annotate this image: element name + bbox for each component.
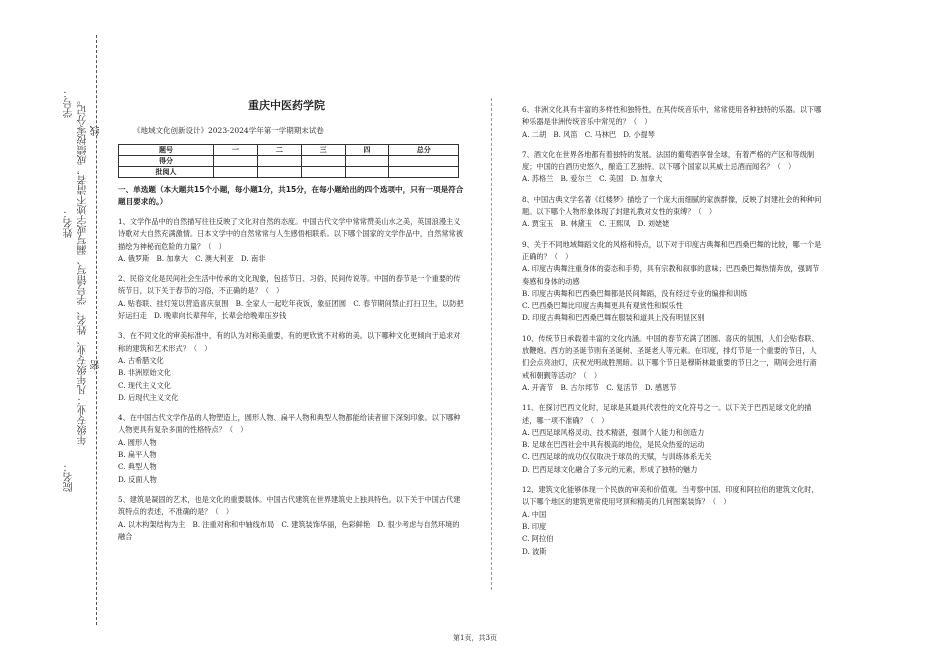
answer-option: A. 巴西足球风格灵动、技术精湛，强调个人能力和创造力 xyxy=(522,427,705,437)
score-table-row xyxy=(119,156,459,167)
answer-option: C. 现代主义文化 xyxy=(118,380,171,390)
question-item xyxy=(522,194,822,231)
answer-option: A. 开斋节 B. 古尔邦节 C. 复活节 D. 感恩节 xyxy=(522,382,677,392)
question-stem: 9、关于不同地域舞蹈文化的风格和特点，以下对于印度古典舞和巴西桑巴舞的比较，哪一个是正确的？（ ） xyxy=(522,239,822,261)
left-column xyxy=(118,184,466,543)
question-stem: 12、建筑文化能够体现一个民族的审美和价值观。当考察中国、印度和阿拉伯的建筑文化时，以下哪个地区的建筑更常使用穹顶和精美的几何图案装饰？（ ） xyxy=(522,485,819,507)
question-stem: 4、在中国古代文学作品的人物塑造上，圆形人物、扁平人物和典型人物都能给读者留下深刻印象。以下哪种人物更具有复杂多面的性格特点？（ ） xyxy=(118,413,461,435)
answer-option: D. 反面人物 xyxy=(118,474,157,484)
right-question-list xyxy=(522,104,822,558)
score-cell: 二 xyxy=(257,145,301,156)
binding-warning: 年级专业：凡年级专业、姓名、学号错写、漏写或字迹不清者，成绩按零分记。 xyxy=(78,95,89,445)
answer-option: C. 巴西足球的成功仅仅取决于球员的天赋，与训练体系无关 xyxy=(522,452,712,462)
score-cell xyxy=(389,167,459,178)
exam-subtitle: 《地域文化创新设计》2023-2024学年第一学期期末试卷 xyxy=(133,126,324,135)
score-cell: 得分 xyxy=(119,156,214,167)
answer-option: A. 以木构架结构为主 B. 注重对称和中轴线布局 C. 建筑装饰华丽，色彩鲜艳 D. 很少考虑与自然环境的融合 xyxy=(118,519,460,541)
score-cell xyxy=(257,167,301,178)
score-cell xyxy=(345,167,389,178)
answer-option: B. 非洲原始文化 xyxy=(118,368,171,378)
score-cell xyxy=(345,156,389,167)
answer-option: D. 巴西足球文化融合了多元的元素，形成了独特的魅力 xyxy=(522,464,698,474)
question-item xyxy=(118,494,466,543)
answer-option: A. 圆形人物 xyxy=(118,437,157,447)
answer-option: A. 印度古典舞注重身体的姿态和手势，具有宗教和叙事的意味；巴西桑巴舞热情奔放，强调节奏感和身体的动感 xyxy=(522,264,820,286)
question-item xyxy=(522,239,822,325)
question-stem: 6、非洲文化具有丰富的多样性和独特性，在其传统音乐中，常常使用各种独特的乐器。以下哪种乐器是非洲传统音乐中常见的？（ ） xyxy=(522,105,822,127)
answer-option: A. 俄罗斯 B. 加拿大 C. 澳大利亚 D. 南非 xyxy=(118,253,266,263)
section-title: 一、单选题（本大题共15个小题，每小题1分，共15分，在每小题给出的四个选项中，只有一项是符合题目要求的。） xyxy=(118,185,464,206)
score-cell: 题号 xyxy=(119,145,214,156)
seal-dashed-line xyxy=(96,35,97,625)
answer-option: D. 波斯 xyxy=(522,546,547,556)
question-stem: 8、中国古典文学名著《红楼梦》描绘了一个庞大而细腻的家族群像，反映了封建社会的种种问题。以下哪个人物形象体现了封建礼教对女性的束缚？（ ） xyxy=(522,194,822,217)
score-cell: 一 xyxy=(214,145,258,156)
question-item xyxy=(522,149,822,186)
score-cell xyxy=(214,156,258,167)
answer-option: A. 贴春联、挂灯笼以营造喜庆氛围 B. 全家人一起吃年夜饭，象征团圆 C. 春节期间禁止打扫卫生，以防把好运扫走 D. 晚辈向长辈拜年，长辈会给晚辈压岁钱 xyxy=(118,298,464,321)
line-note: 线 xyxy=(91,126,102,136)
left-question-list xyxy=(118,216,466,543)
answer-option: C. 阿拉伯 xyxy=(522,534,554,544)
score-cell xyxy=(214,167,258,178)
question-item xyxy=(522,402,822,476)
name-label: 姓名： xyxy=(64,208,75,238)
question-stem: 10、传统节日承载着丰富的文化内涵。中国的春节充满了团圆、喜庆的氛围，人们会贴春联、放鞭炮。西方的圣诞节则有圣诞树、圣诞老人等元素。在印度，排灯节是一个重要的节日，人们会点亮油灯，庆祝光明战胜黑暗。以下哪个节日是穆斯林最重要的节日之一，期间会进行斋戒和朝觐等活动？（ ） xyxy=(522,333,819,380)
answer-option: D. 印度古典舞和巴西桑巴舞在服装和道具上没有明显区别 xyxy=(522,313,705,323)
question-item xyxy=(522,104,822,141)
score-cell xyxy=(257,156,301,167)
score-table-row xyxy=(119,167,459,178)
question-item xyxy=(118,216,466,265)
score-cell: 总分 xyxy=(389,145,459,156)
answer-option: B. 印度古典舞和巴西桑巴舞都是民间舞蹈，没有经过专业的编排和训练 xyxy=(522,288,748,298)
score-cell xyxy=(389,156,459,167)
school-title: 重庆中医药学院 xyxy=(248,99,325,112)
score-cell xyxy=(301,167,345,178)
question-item xyxy=(118,412,466,486)
answer-option: B. 扁平人物 xyxy=(118,450,157,460)
exam-room-label: 院名： xyxy=(64,462,75,492)
question-item xyxy=(118,330,466,404)
question-stem: 3、在不同文化的审美标准中，有的认为对称美重要，有的更欣赏不对称的美。以下哪种文化更倾向于追求对称的建筑和艺术形式？（ ） xyxy=(118,331,461,353)
question-stem: 2、民俗文化是民间社会生活中传承的文化现象，包括节日、习俗、民间传说等。中国的春节是一个重要的传统节日，以下关于春节的习俗，不正确的是？（ ） xyxy=(118,274,461,296)
student-id-label: 学号： xyxy=(64,88,75,118)
answer-option: D. 后现代主义文化 xyxy=(118,392,179,402)
question-stem: 1、文学作品中的自然描写往往反映了文化对自然的态度。中国古代文学中常常赞美山水之美，英国浪漫主义诗歌对大自然充满激情。日本文学中的自然常常与人生感悟相联系。以下哪个国家的文学作品中，自然常常被描绘为神秘而危险的力量？（ ） xyxy=(118,217,464,251)
seal-note: 密 xyxy=(91,360,102,370)
binding-margin xyxy=(0,0,110,672)
score-cell xyxy=(301,156,345,167)
answer-option: A. 二胡 B. 风笛 C. 马林巴 D. 小提琴 xyxy=(522,129,655,139)
page-footer: 第1页，共3页 xyxy=(453,634,497,642)
question-item xyxy=(522,484,822,558)
score-table-header-row xyxy=(119,145,459,156)
answer-option: B. 印度 xyxy=(522,521,547,531)
answer-option: A. 中国 xyxy=(522,509,547,519)
score-cell: 三 xyxy=(301,145,345,156)
question-stem: 11、在探讨巴西文化时，足球是其最具代表性的文化符号之一。以下关于巴西足球文化的描述，哪一项不准确？（ ） xyxy=(522,403,812,425)
question-item xyxy=(522,333,822,394)
question-stem: 7、酒文化在世界各地都有着独特的发展。法国的葡萄酒享誉全球，有着严格的产区和等级制度；中国的白酒历史悠久，酿造工艺独特。以下哪个国家以其威士忌酒而闻名？（ ） xyxy=(522,149,815,172)
score-cell: 四 xyxy=(345,145,389,156)
answer-option: C. 典型人物 xyxy=(118,462,157,472)
answer-option: B. 足球在巴西社会中具有极高的地位，是民众热爱的运动 xyxy=(522,440,705,450)
score-table xyxy=(118,144,459,178)
answer-option: A. 苏格兰 B. 爱尔兰 C. 美国 D. 加拿大 xyxy=(522,174,663,184)
score-cell: 批阅人 xyxy=(119,167,214,178)
answer-option: C. 巴西桑巴舞比印度古典舞更具有观赏性和娱乐性 xyxy=(522,301,683,311)
column-divider xyxy=(491,98,492,590)
answer-option: A. 贾宝玉 B. 林黛玉 C. 王熙凤 D. 刘姥姥 xyxy=(522,219,670,229)
right-column xyxy=(522,96,822,558)
question-stem: 5、建筑是凝固的艺术，也是文化的重要载体。中国古代建筑在世界建筑史上独具特色。以下关于中国古代建筑特点的表述，不准确的是？（ ） xyxy=(118,494,461,517)
question-item xyxy=(118,273,466,322)
answer-option: A. 古希腊文化 xyxy=(118,355,164,365)
